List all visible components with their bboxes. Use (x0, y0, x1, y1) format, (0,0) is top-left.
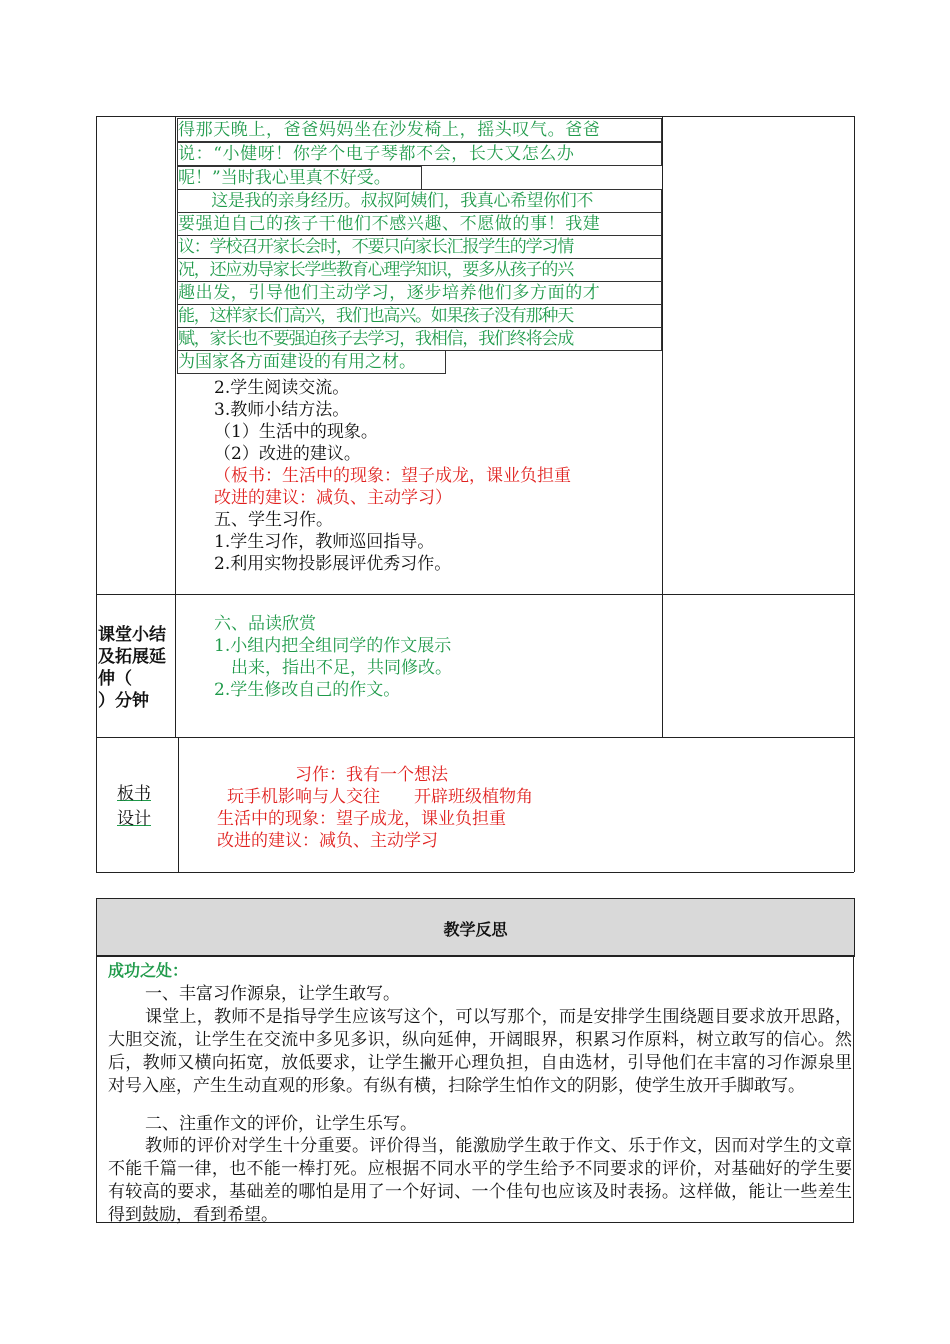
reflection-title: 教学反思 (443, 920, 508, 939)
reflection-heading: 一、丰富习作源泉，让学生敢写。 (145, 984, 400, 1004)
step-item: （2）改进的建议。 (214, 444, 361, 464)
essay-line: 趣出发，引导他们主动学习，逐步培养他们多方面的才 (177, 281, 662, 305)
section-six-heading: 六、品读欣赏 (214, 614, 316, 634)
essay-line: 为国家各方面建设的有用之材。 (177, 350, 446, 374)
section-five-heading: 五、学生习作。 (214, 510, 333, 530)
board-label-line: 板书 (117, 784, 151, 804)
reflection-paragraph: 课堂上，教师不是指导学生应该写这个，可以写那个，而是安排学生围绕题目要求放开思路，大胆交流，让学生在交流中多见多识，纵向延伸，开阔眼界，积累习作原料，树立敢写的信心。然后，教师又横向拓宽，放低要求，让学生撇开心理负担，自由选材，引导他们在丰富的习作源泉里对号入座，产生生动直观的形象。有纵有横，扫除学生怕作文的阴影，使学生放开手脚敢写。 (108, 1007, 852, 1096)
essay-line: 得那天晚上，爸爸妈妈坐在沙发椅上，摇头叹气。爸爸 (177, 118, 662, 142)
board-line: 生活中的现象：望子成龙，课业负担重 (217, 809, 506, 829)
board-line: 改进的建议：减负、主动学习 (217, 831, 438, 851)
essay-line: 况，还应劝导家长学些教育心理学知识，要多从孩子的兴 (177, 258, 662, 282)
summary-label-line: ）分钟 (98, 691, 149, 711)
step-item: 1.学生习作，教师巡回指导。 (214, 532, 435, 552)
step-item: 3.教师小结方法。 (214, 400, 350, 420)
essay-line: 要强迫自己的孩子干他们不感兴趣、不愿做的事！我建 (177, 212, 662, 236)
essay-line: 呢！”当时我心里真不好受。 (177, 166, 422, 190)
board-label-line: 设计 (117, 809, 151, 829)
six-item: 1.小组内把全组同学的作文展示 (214, 636, 452, 656)
six-item: 2.学生修改自己的作文。 (214, 680, 401, 700)
summary-label-line: 课堂小结 (98, 625, 166, 645)
step-item: 2.学生阅读交流。 (214, 378, 350, 398)
reflection-heading: 二、注重作文的评价，让学生乐写。 (145, 1114, 417, 1134)
board-note: （板书：生活中的现象：望子成龙，课业负担重 (214, 466, 571, 486)
six-item: 出来，指出不足，共同修改。 (214, 658, 452, 678)
summary-label-line: 伸（ (98, 669, 132, 689)
board-line: 玩手机影响与人交往 开辟班级植物角 (227, 787, 533, 807)
essay-line: 这是我的亲身经历。叔叔阿姨们，我真心希望你们不 (177, 189, 662, 213)
step-item: （1）生活中的现象。 (214, 422, 378, 442)
success-label: 成功之处： (108, 961, 189, 980)
essay-line: 说：“小健呀！你学个电子琴都不会，长大又怎么办 (177, 142, 662, 166)
board-title: 习作：我有一个想法 (295, 765, 448, 785)
summary-label-line: 及拓展延 (98, 647, 166, 667)
essay-line: 议：学校召开家长会时，不要只向家长汇报学生的学习情 (177, 235, 662, 259)
step-item: 2.利用实物投影展评优秀习作。 (214, 554, 452, 574)
essay-line: 赋，家长也不要强迫孩子去学习，我相信，我们终将会成 (177, 327, 662, 351)
essay-line: 能，这样家长们高兴，我们也高兴。如果孩子没有那种天 (177, 304, 662, 328)
reflection-header (96, 898, 855, 957)
reflection-paragraph: 教师的评价对学生十分重要。评价得当，能激励学生敢于作文、乐于作文，因而对学生的文章不能千篇一律，也不能一棒打死。应根据不同水平的学生给予不同要求的评价，对基础好的学生要有较高的要求，基础差的哪怕是用了一个好词、一个佳句也应该及时表扬。这样做，能让一些差生得到鼓励，看到希望。 (108, 1136, 852, 1225)
board-note: 改进的建议：减负、主动学习） (214, 488, 452, 508)
